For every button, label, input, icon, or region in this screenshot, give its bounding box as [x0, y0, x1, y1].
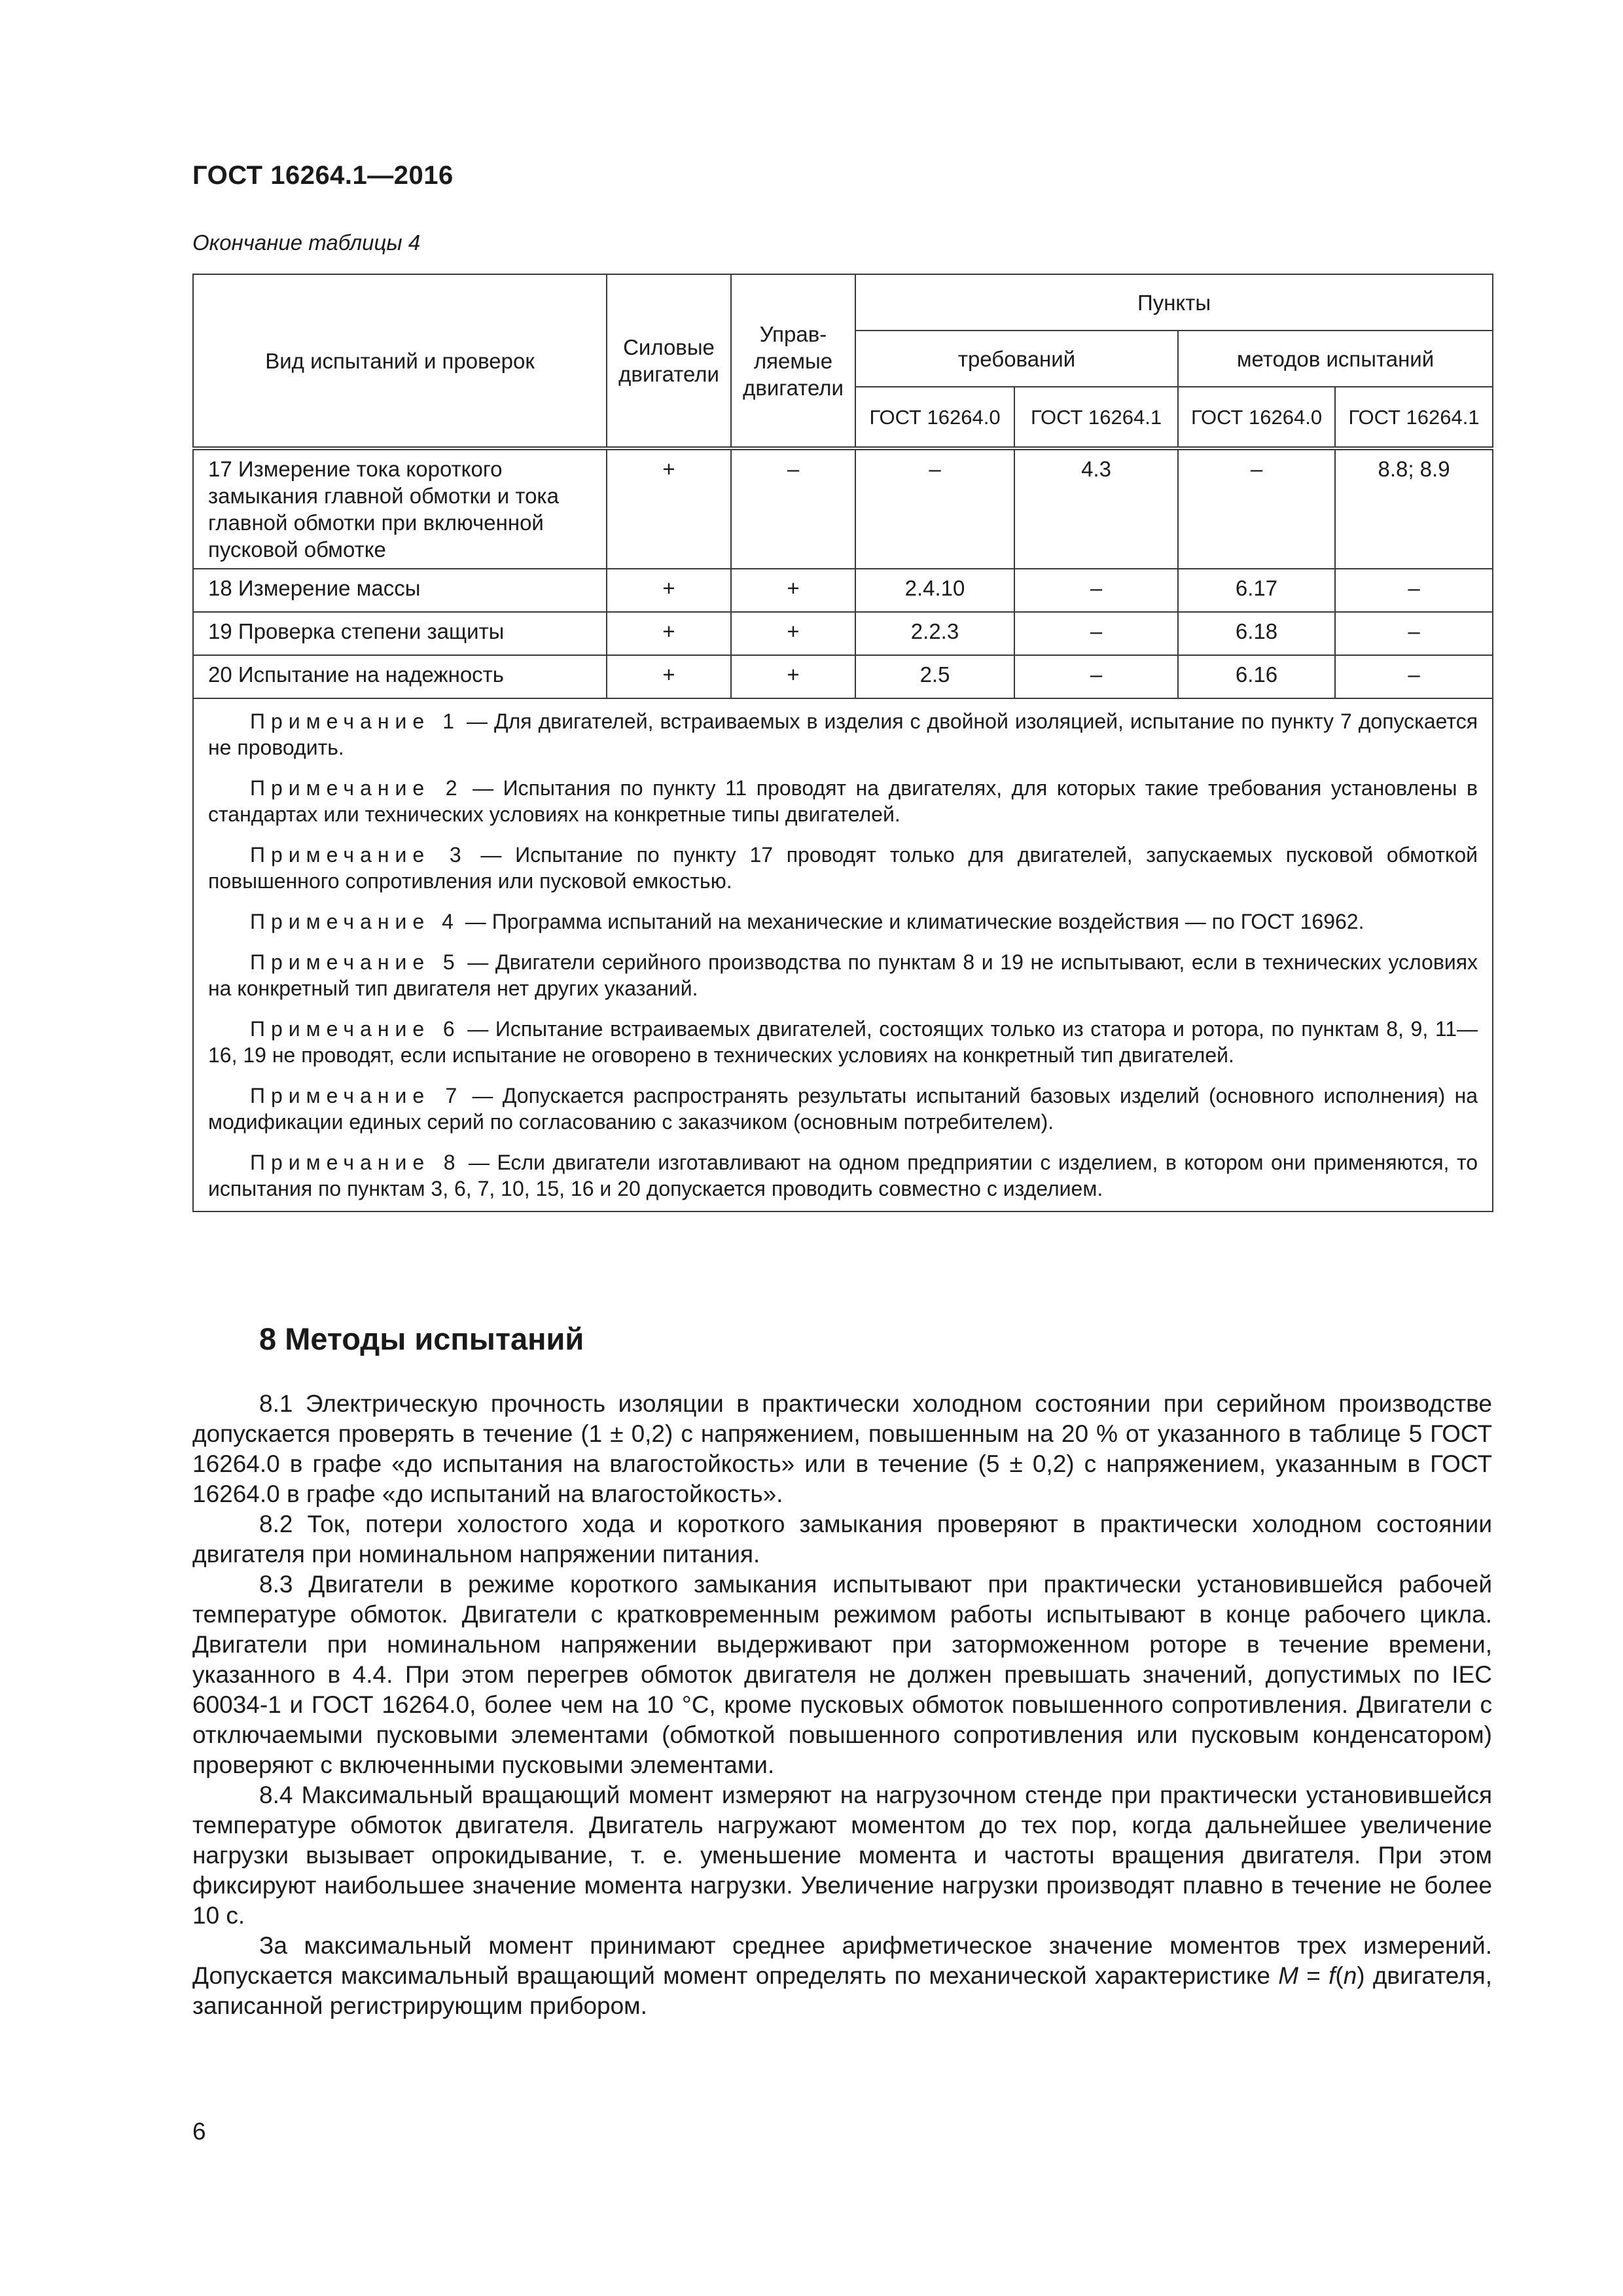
header-controlled-motors: Управ- ляемые двигатели [731, 274, 855, 448]
document-code: ГОСТ 16264.1—2016 [192, 161, 454, 190]
page-number: 6 [192, 2118, 206, 2145]
notes-cell [193, 698, 1493, 1211]
row-power: + [607, 448, 731, 569]
note-3 [208, 842, 1478, 894]
note-label: Примечание 3 [250, 843, 467, 867]
formula-eq: = [1298, 1962, 1329, 1989]
paragraph-8-1: 8.1 Электрическую прочность изоляции в практически холодном состоянии при серийном производстве допускается проверять в течение (1 ± 0,2) с напряжением, повышенным на 20 % от указанного в таблице 5 ГОСТ 16264.0 в графе «до испытания на влагостойкость» или в течение (5 ± 0,2) с напряжением, указанным в ГОСТ 16264.0 в графе «до испытаний на влагостойкость». [192, 1390, 1492, 1507]
row-req-1: 4.3 [1014, 448, 1178, 569]
row-meth-1: 8.8; 8.9 [1335, 448, 1493, 569]
row-req-1: – [1014, 655, 1178, 698]
test-table [192, 274, 1493, 1212]
header-test-type: Вид испытаний и проверок [193, 274, 607, 448]
note-label: Примечание 1 [250, 709, 460, 733]
note-label: Примечание 8 [250, 1151, 461, 1174]
paragraph-8-3: 8.3 Двигатели в режиме короткого замыкания испытывают при практически установившейся рабочей температуре обмоток. Двигатели с кратковременным режимом работы испытывают в конце рабочего цикла. Двигатели при номинальном напряжении выдерживают при заторможенном роторе в течение времени, указанного в 4.4. При этом перегрев обмоток двигателя не должен превышать значений, допустимых по IEC 60034-1 и ГОСТ 16264.0, более чем на 10 °С, кроме пусковых обмоток повышенного сопротивления. Двигатели с отключаемыми пусковыми элементами (обмоткой повышенного сопротивления или пусковым конденсатором) проверяют с включенными пусковыми элементами. [192, 1571, 1492, 1778]
row-power: + [607, 569, 731, 612]
row-test-name: 17 Измерение тока короткого замыкания главной обмотки и тока главной обмотки при включенной пусковой обмотке [193, 448, 607, 569]
paragraph-8-4: 8.4 Максимальный вращающий момент измеряют на нагрузочном стенде при практически установившейся температуре обмоток двигателя. Двигатель нагружают моментом до тех пор, когда дальнейшее увеличение нагрузки вызывает опрокидывание, т. е. уменьшение момента и частоты вращения двигателя. При этом фиксируют наибольшее значение момента нагрузки. Увеличение нагрузки производят плавно в течение не более 10 с. [192, 1782, 1492, 1929]
note-2 [208, 775, 1478, 827]
row-power: + [607, 655, 731, 698]
note-label: Примечание 6 [250, 1017, 461, 1041]
row-req-0: 2.4.10 [855, 569, 1014, 612]
row-meth-0: 6.16 [1178, 655, 1335, 698]
header-clauses: Пункты [855, 274, 1493, 331]
row-power: + [607, 612, 731, 655]
row-req-1: – [1014, 612, 1178, 655]
paragraph-max-moment [192, 1931, 1492, 2021]
row-meth-1: – [1335, 569, 1493, 612]
formula-m: M [1278, 1962, 1299, 1989]
note-text: — Программа испытаний на механические и климатические воздействия — по ГОСТ 16962. [459, 910, 1364, 933]
formula-open: ( [1335, 1962, 1344, 1989]
table-caption: Окончание таблицы 4 [192, 230, 421, 255]
row-meth-0: – [1178, 448, 1335, 569]
note-8 [208, 1149, 1478, 1202]
paragraph-text-after: двигателя, записанной регистрирующим прибором. [192, 1962, 1492, 2019]
header-req-gost-1: ГОСТ 16264.1 [1014, 387, 1178, 448]
notes-row [193, 698, 1493, 1211]
note-5 [208, 949, 1478, 1001]
row-req-0: – [855, 448, 1014, 569]
table-row [193, 655, 1493, 698]
row-test-name: 19 Проверка степени защиты [193, 612, 607, 655]
header-meth-gost-1: ГОСТ 16264.1 [1335, 387, 1493, 448]
note-text: — Для двигателей, встраиваемых в изделия с двойной изоляцией, испытание по пункту 7 допускается не проводить. [208, 709, 1478, 759]
row-controlled: – [731, 448, 855, 569]
row-test-name: 18 Измерение массы [193, 569, 607, 612]
formula-n: n [1343, 1962, 1357, 1989]
header-meth-gost-0: ГОСТ 16264.0 [1178, 387, 1335, 448]
paragraph-text-before: За максимальный момент принимают среднее арифметическое значение моментов трех измерений. Допускается максимальный вращающий момент определять по механической характеристике [192, 1932, 1492, 1989]
row-controlled: + [731, 655, 855, 698]
note-1 [208, 708, 1478, 761]
note-7 [208, 1083, 1478, 1135]
row-test-name: 20 Испытание на надежность [193, 655, 607, 698]
note-label: Примечание 7 [250, 1084, 463, 1107]
header-requirements: требований [855, 331, 1178, 387]
paragraph-8-2: 8.2 Ток, потери холостого хода и короткого замыкания проверяют в практически холодном состоянии двигателя при номинальном напряжении питания. [192, 1511, 1492, 1568]
body-text [192, 1389, 1492, 2021]
row-req-1: – [1014, 569, 1178, 612]
section-title: 8 Методы испытаний [259, 1321, 584, 1356]
note-label: Примечание 5 [250, 950, 461, 974]
note-text: — Двигатели серийного производства по пунктам 8 и 19 не испытывают, если в технических условиях на конкретный тип двигателя нет других указаний. [208, 950, 1478, 1000]
header-req-gost-0: ГОСТ 16264.0 [855, 387, 1014, 448]
formula-close: ) [1357, 1962, 1365, 1989]
table-row [193, 569, 1493, 612]
row-req-0: 2.5 [855, 655, 1014, 698]
note-label: Примечание 2 [250, 776, 463, 800]
header-power-motors: Силовые двигатели [607, 274, 731, 448]
row-controlled: + [731, 612, 855, 655]
row-req-0: 2.2.3 [855, 612, 1014, 655]
note-text: — Допускается распространять результаты испытаний базовых изделий (основного исполнения) на модификации единых серий по согласованию с заказчиком (основным потребителем). [208, 1084, 1478, 1134]
note-text: — Испытание встраиваемых двигателей, состоящих только из статора и ротора, по пунктам 8, 9, 11—16, 19 не проводят, если испытание не оговорено в технических условиях на конкретный тип двигателей. [208, 1017, 1478, 1067]
table-row [193, 448, 1493, 569]
note-text: — Испытание по пункту 17 проводят только для двигателей, запускаемых пусковой обмоткой повышенного сопротивления или пусковой емкостью. [208, 843, 1478, 893]
row-meth-1: – [1335, 612, 1493, 655]
header-test-methods: методов испытаний [1178, 331, 1493, 387]
table-row [193, 612, 1493, 655]
note-4 [208, 908, 1478, 935]
formula-f: f [1329, 1962, 1336, 1989]
note-label: Примечание 4 [250, 910, 459, 933]
row-meth-0: 6.17 [1178, 569, 1335, 612]
note-text: — Испытания по пункту 11 проводят на двигателях, для которых такие требования установлены в стандартах или технических условиях на конкретные типы двигателей. [208, 776, 1478, 826]
note-text: — Если двигатели изготавливают на одном предприятии с изделием, в котором они применяются, то испытания по пунктам 3, 6, 7, 10, 15, 16 и 20 допускается проводить совместно с изделием. [208, 1151, 1478, 1200]
note-6 [208, 1016, 1478, 1068]
row-controlled: + [731, 569, 855, 612]
row-meth-0: 6.18 [1178, 612, 1335, 655]
row-meth-1: – [1335, 655, 1493, 698]
